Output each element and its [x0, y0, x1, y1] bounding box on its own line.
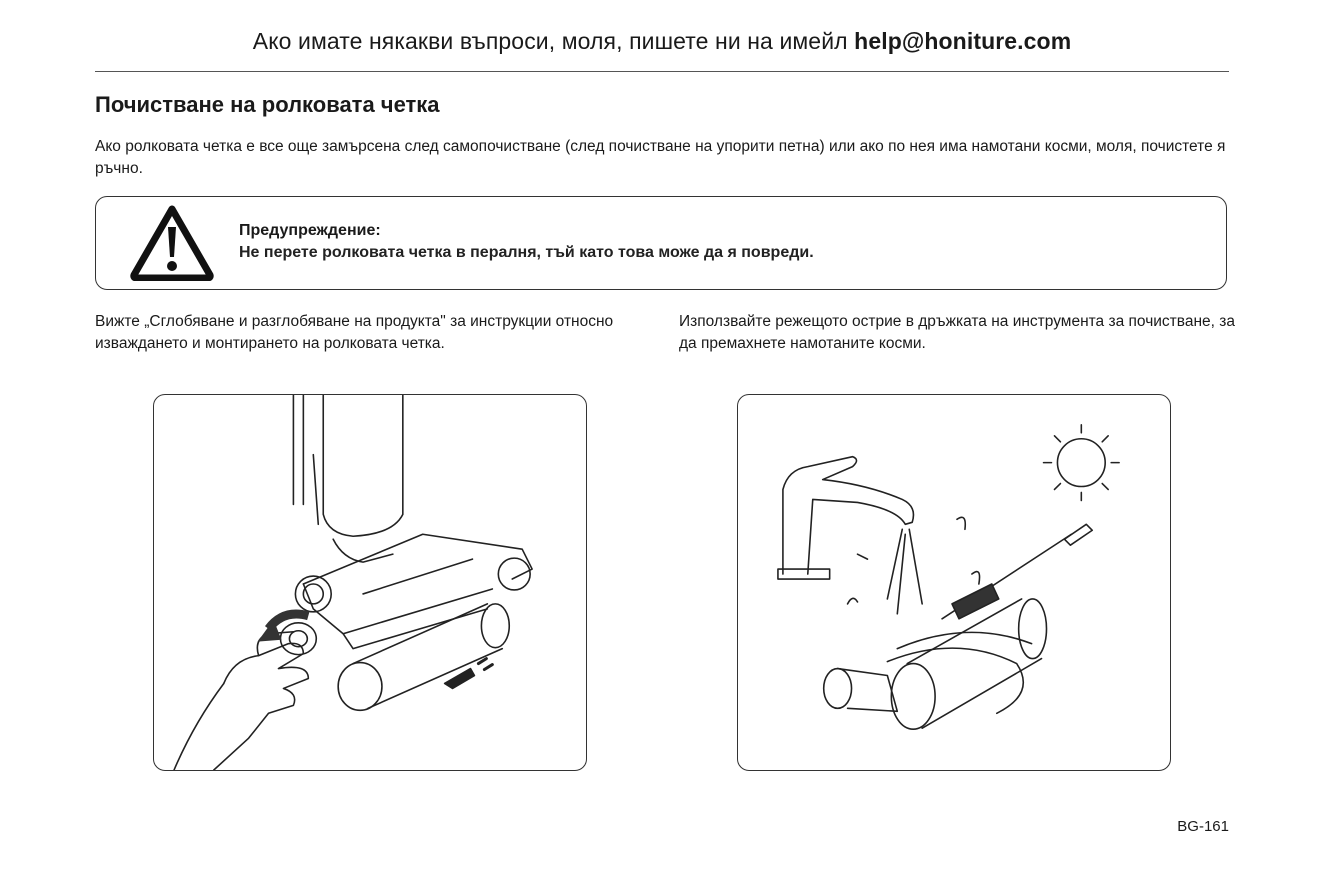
warning-text: Не перете ролковата четка в пералня, тъй като това може да я повреди.: [239, 244, 814, 261]
warning-title: Предупреждение:: [239, 222, 381, 239]
right-column-text: Използвайте режещото острие в дръжката на инструмента за почистване, за да премахнете намотаните косми.: [679, 313, 1235, 352]
support-email[interactable]: help@honiture.com: [854, 28, 1072, 54]
roller-removal-illustration: [154, 395, 586, 770]
warning-box: [95, 196, 1227, 290]
page-number: BG-161: [1177, 818, 1229, 835]
section-title: Почистване на ролковата четка: [95, 92, 440, 117]
roller-washing-drying-illustration: [738, 395, 1170, 770]
page-header: [95, 28, 1229, 55]
left-column-text: Вижте „Сглобяване и разглобяване на продукта" за инструкции относно изваждането и монтирането на ролковата четка.: [95, 313, 614, 352]
roller-washing-figure: [737, 394, 1171, 771]
intro-paragraph: Ако ролковата четка е все още замърсена след самопочистване (след почистване на упорити петна) или ако по нея има намотани косми, моля, почистете я ръчно.: [95, 138, 1226, 177]
header-divider: [95, 71, 1229, 72]
warning-triangle-icon: [130, 205, 214, 281]
roller-removal-figure: [153, 394, 587, 771]
header-text: Ако имате някакви въпроси, моля, пишете ни на имейл: [252, 28, 848, 54]
